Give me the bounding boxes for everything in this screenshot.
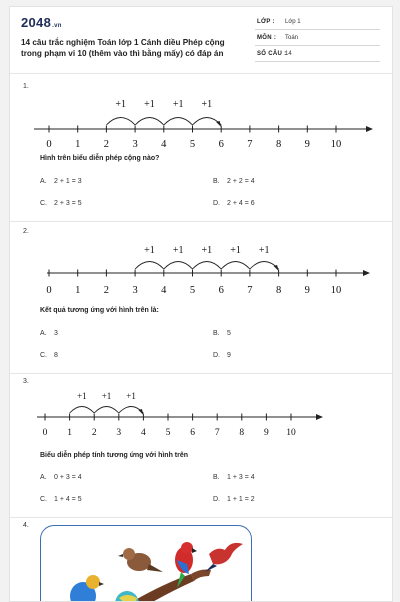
tick-label: 8 (239, 428, 245, 438)
option-text: 2 + 2 = 4 (227, 178, 255, 185)
option-letter: D. (213, 496, 220, 503)
tick-label: 6 (218, 285, 224, 296)
tick-label: 4 (161, 285, 167, 296)
meta-key: MÔN : (257, 35, 277, 41)
option-d[interactable] (213, 200, 255, 207)
tick-label: 0 (46, 139, 52, 150)
bird-sparrow-beak (118, 554, 123, 557)
option-c[interactable] (40, 200, 82, 207)
tick-label: 5 (189, 285, 196, 296)
tick-label: 3 (132, 285, 138, 296)
option-letter: A. (40, 178, 47, 185)
tick-label: 8 (275, 285, 282, 296)
option-text: 9 (227, 352, 231, 359)
jump-arc (164, 262, 193, 270)
birds-on-branch-image (41, 526, 251, 602)
question-divider (10, 373, 392, 374)
question-number: 4. (23, 522, 29, 529)
jump-label: +1 (258, 245, 270, 256)
jump-arc (70, 407, 95, 414)
option-a[interactable] (40, 178, 82, 185)
number-line-q1 (10, 87, 392, 162)
tick-label: 4 (161, 139, 167, 150)
question-text: Hình trên biểu diễn phép cộng nào? (40, 155, 160, 162)
option-b[interactable] (213, 474, 255, 481)
option-letter: D. (213, 200, 220, 207)
option-letter: B. (213, 330, 220, 337)
jump-arrowhead (216, 121, 221, 127)
jump-arc (221, 262, 250, 270)
option-text: 8 (54, 352, 58, 359)
tick-label: 0 (42, 428, 48, 438)
jump-label: +1 (201, 99, 213, 110)
meta-value: Lớp 1 (285, 19, 301, 25)
jump-arc (135, 262, 164, 270)
bird-swallow-tail (205, 564, 217, 572)
option-letter: A. (40, 330, 47, 337)
option-letter: B. (213, 474, 220, 481)
site-logo[interactable] (21, 15, 62, 30)
tick-label: 1 (75, 285, 81, 296)
option-letter: D. (213, 352, 220, 359)
jump-label: +1 (115, 99, 127, 110)
tick-label: 6 (218, 139, 224, 150)
option-letter: C. (40, 352, 47, 359)
meta-key: SỐ CÂU : (257, 51, 287, 57)
option-text: 0 + 3 = 4 (54, 474, 82, 481)
tick-label: 9 (264, 428, 269, 438)
worksheet-page (9, 6, 393, 602)
tick-label: 1 (75, 139, 81, 150)
tick-label: 6 (190, 428, 195, 438)
tick-label: 10 (330, 139, 342, 150)
tick-label: 8 (275, 139, 282, 150)
meta-row-grade (255, 16, 380, 30)
bird-swallow (209, 543, 243, 564)
tick-label: 10 (330, 285, 342, 296)
tick-label: 7 (214, 428, 220, 438)
tick-label: 7 (247, 139, 253, 150)
option-letter: C. (40, 200, 47, 207)
jump-arc (164, 118, 193, 126)
bird-sparrow-tail (147, 564, 163, 572)
option-b[interactable] (213, 330, 231, 337)
option-text: 3 (54, 330, 58, 337)
birds-illustration (40, 525, 252, 602)
question-number: 3. (23, 378, 29, 385)
option-text: 2 + 1 = 3 (54, 178, 82, 185)
jump-label: +1 (126, 391, 136, 401)
option-text: 2 + 4 = 6 (227, 200, 255, 207)
jump-arc (193, 262, 222, 270)
jump-label: +1 (77, 391, 87, 401)
option-a[interactable] (40, 474, 82, 481)
branch-tip (191, 570, 211, 582)
option-text: 1 + 4 = 5 (54, 496, 82, 503)
axis-arrow (316, 414, 323, 420)
jump-arrowhead (138, 409, 143, 415)
tick-label: 7 (247, 285, 253, 296)
axis-arrow (366, 126, 373, 132)
tick-label: 2 (103, 139, 110, 150)
option-a[interactable] (40, 330, 58, 337)
tick-label: 9 (304, 285, 310, 296)
jump-label: +1 (172, 99, 184, 110)
bird-parrot-beak (192, 548, 197, 553)
tick-label: 4 (141, 428, 146, 438)
tick-label: 1 (67, 428, 72, 438)
header-divider (10, 73, 392, 74)
option-b[interactable] (213, 178, 255, 185)
logo-suffix: .vn (52, 23, 62, 29)
tick-label: 5 (165, 428, 171, 438)
tick-label: 2 (103, 285, 110, 296)
option-text: 5 (227, 330, 231, 337)
bird-parrot-head (181, 542, 193, 554)
jump-arc (193, 118, 222, 126)
tick-label: 3 (132, 139, 138, 150)
option-letter: B. (213, 178, 220, 185)
question-text: Biểu diễn phép tính tương ứng với hình trên (40, 452, 189, 459)
jump-arrowhead (274, 265, 279, 271)
tick-label: 10 (286, 428, 296, 438)
question-divider (10, 517, 392, 518)
jump-arc (250, 262, 279, 270)
meta-key: LỚP : (257, 19, 275, 25)
option-c[interactable] (40, 352, 58, 359)
document-title: 14 câu trắc nghiệm Toán lớp 1 Cánh diều Phép cộng trong phạm vi 10 (thêm vào thì bằng mấy) có đáp án (21, 38, 225, 58)
tick-label: 2 (91, 428, 97, 438)
jump-label: +1 (230, 245, 241, 256)
jump-label: +1 (101, 391, 112, 401)
logo-text: 2048 (21, 15, 52, 30)
tick-label: 5 (189, 139, 196, 150)
tick-label: 3 (116, 428, 122, 438)
number-line-q3 (10, 381, 392, 441)
question-number: 1. (23, 83, 29, 90)
jump-label: +1 (201, 245, 213, 256)
option-text: 1 + 1 = 2 (227, 496, 255, 503)
jump-label: +1 (144, 99, 155, 110)
option-d[interactable] (213, 496, 255, 503)
option-text: 1 + 3 = 4 (227, 474, 255, 481)
meta-row-subject (255, 32, 380, 46)
question-divider (10, 221, 392, 222)
option-letter: C. (40, 496, 47, 503)
question-number: 2. (23, 228, 29, 235)
bird-sparrow-head (123, 548, 135, 560)
jump-label: +1 (172, 245, 184, 256)
jump-arc (94, 407, 119, 414)
option-letter: A. (40, 474, 47, 481)
option-d[interactable] (213, 352, 231, 359)
meta-value: 14 (285, 51, 292, 57)
bird-bluebird-head (86, 575, 100, 589)
tick-label: 9 (304, 139, 310, 150)
meta-panel (255, 16, 380, 64)
jump-label: +1 (144, 245, 155, 256)
option-c[interactable] (40, 496, 82, 503)
meta-row-count (255, 48, 380, 62)
tick-label: 0 (46, 285, 52, 296)
option-text: 2 + 3 = 5 (54, 200, 82, 207)
jump-arc (135, 118, 164, 126)
axis-arrow (363, 270, 370, 276)
meta-value: Toán (285, 35, 299, 41)
number-line-q2 (10, 232, 392, 307)
bird-bluebird-beak (99, 582, 104, 586)
jump-arc (106, 118, 135, 126)
question-text: Kết quả tương ứng với hình trên là: (40, 307, 159, 314)
